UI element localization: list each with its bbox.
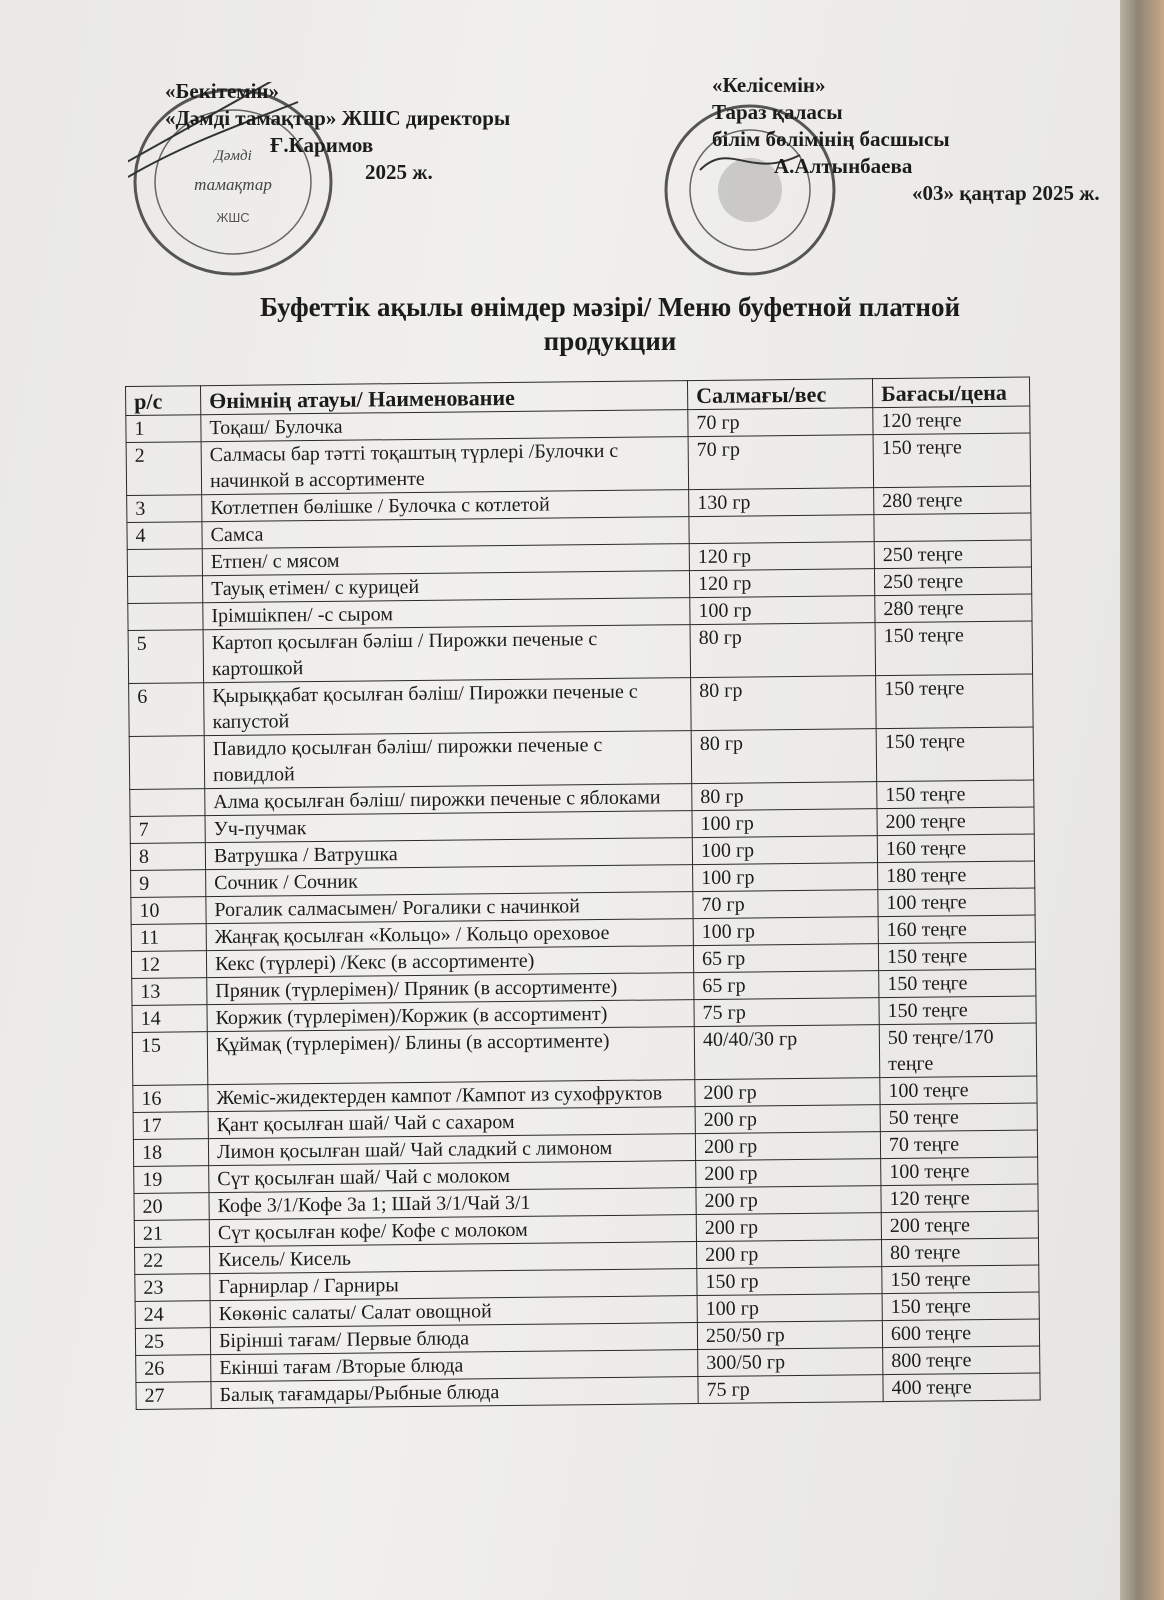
row-number (130, 789, 205, 817)
row-weight: 40/40/30 гр (694, 1025, 880, 1080)
approve-signatory: Ғ.Каримов (270, 133, 374, 157)
row-weight: 130 гр (689, 488, 874, 517)
table-row (128, 621, 1033, 683)
row-name: Құймақ (түрлерімен)/ Блины (в ассортименте) (207, 1027, 695, 1085)
row-number: 21 (134, 1220, 209, 1248)
row-weight: 200 гр (695, 1078, 880, 1107)
row-number: 13 (132, 978, 207, 1006)
row-price: 800 теңге (883, 1346, 1040, 1375)
row-weight: 100 гр (693, 917, 878, 946)
row-price: 150 теңге (873, 433, 1031, 488)
row-price: 120 теңге (873, 406, 1030, 435)
row-price: 150 теңге (882, 1292, 1039, 1321)
agree-city: Тараз қаласы (712, 100, 843, 124)
row-number: 1 (126, 415, 201, 443)
row-weight: 200 гр (696, 1240, 881, 1269)
row-price: 200 теңге (881, 1211, 1038, 1240)
row-price: 100 теңге (881, 1157, 1038, 1186)
row-number: 23 (135, 1274, 210, 1302)
row-weight: 250/50 гр (697, 1321, 882, 1350)
row-number: 19 (134, 1166, 209, 1194)
row-number: 2 (126, 442, 202, 496)
row-price: 120 теңге (881, 1184, 1038, 1213)
row-price: 200 теңге (877, 807, 1034, 836)
row-price: 600 теңге (882, 1319, 1039, 1348)
row-price: 150 теңге (879, 969, 1036, 998)
row-number (127, 576, 202, 604)
row-name: Коржик (түрлерімен)/Коржик (в ассортимент) (207, 1000, 694, 1032)
row-weight: 70 гр (688, 435, 874, 490)
agreement-block (712, 72, 1100, 207)
row-weight: 120 гр (689, 569, 874, 598)
row-name: Балық тағамдары/Рыбные блюда (211, 1377, 698, 1409)
row-name: Алма қосылған бәліш/ пирожки печеные с яблоками (205, 784, 692, 816)
row-number (128, 603, 203, 631)
row-number: 22 (135, 1247, 210, 1275)
row-name: Лимон қосылған шай/ Чай сладкий с лимоном (208, 1134, 695, 1166)
row-name: Тауық етімен/ с курицей (202, 571, 689, 603)
row-number: 25 (135, 1328, 210, 1356)
row-price: 280 теңге (874, 486, 1031, 515)
row-number: 16 (133, 1085, 208, 1113)
row-weight: 200 гр (696, 1186, 881, 1215)
row-price: 280 теңге (875, 594, 1032, 623)
row-weight: 100 гр (697, 1294, 882, 1323)
row-price: 150 теңге (875, 621, 1033, 676)
row-weight: 100 гр (692, 809, 877, 838)
table-row (132, 1023, 1037, 1085)
row-price: 150 теңге (878, 942, 1035, 971)
row-number: 17 (133, 1112, 208, 1140)
row-weight: 300/50 гр (698, 1348, 883, 1377)
row-weight: 65 гр (693, 944, 878, 973)
svg-text:ЖШС: ЖШС (216, 210, 250, 225)
approve-date: 2025 ж. (365, 160, 433, 184)
row-price: 160 теңге (878, 915, 1035, 944)
row-name: Картоп қосылған бәліш / Пирожки печеные с картошкой (203, 625, 691, 683)
row-name: Қант қосылған шай/ Чай с сахаром (208, 1107, 695, 1139)
row-price: 50 теңге (880, 1103, 1037, 1132)
document-title: Буфеттік ақылы өнімдер мәзірі/ Меню буфетной платной продукции (260, 292, 960, 356)
row-price: 160 теңге (877, 834, 1034, 863)
row-name: Қырыққабат қосылған бәліш/ Пирожки печеные с капустой (204, 678, 692, 736)
row-name: Уч-пучмак (205, 811, 692, 843)
row-number: 3 (127, 495, 202, 523)
header-price: Бағасы/цена (872, 377, 1029, 408)
row-number: 8 (130, 843, 205, 871)
table-row (129, 674, 1034, 736)
background-edge (1120, 0, 1164, 1600)
approval-block (165, 78, 510, 186)
row-price: 150 теңге (876, 674, 1034, 729)
row-weight: 200 гр (696, 1213, 881, 1242)
row-name: Пряник (түрлерімен)/ Пряник (в ассортименте) (207, 973, 694, 1005)
row-number (129, 736, 205, 790)
row-name: Кекс (түрлері) /Кекс (в ассортименте) (206, 946, 693, 978)
row-weight: 100 гр (693, 863, 878, 892)
row-name: Рогалик салмасымен/ Рогалики с начинкой (206, 892, 693, 924)
row-number: 24 (135, 1301, 210, 1329)
row-name: Котлетпен бөлішке / Булочка с котлетой (202, 490, 689, 522)
row-name: Көкөніс салаты/ Салат овощной (210, 1296, 697, 1328)
row-name: Сүт қосылған шай/ Чай с молоком (209, 1161, 696, 1193)
agree-signatory: А.Алтынбаева (774, 154, 913, 178)
row-name: Ірімшікпен/ -с сыром (203, 598, 690, 630)
row-number: 15 (132, 1032, 208, 1086)
row-price: 150 теңге (876, 727, 1034, 782)
row-name: Самса (202, 517, 689, 549)
row-weight: 100 гр (692, 836, 877, 865)
row-price: 180 теңге (878, 861, 1035, 890)
row-name: Ватрушка / Ватрушка (205, 838, 692, 870)
row-weight: 70 гр (693, 890, 878, 919)
row-price: 250 теңге (874, 567, 1031, 596)
row-weight: 100 гр (690, 596, 875, 625)
row-name: Кисель/ Кисель (210, 1242, 697, 1274)
row-name: Екінші тағам /Вторые блюда (211, 1350, 698, 1382)
row-price (874, 513, 1031, 542)
row-weight: 70 гр (688, 408, 873, 437)
table-row (129, 727, 1034, 789)
row-price: 250 теңге (874, 540, 1031, 569)
row-weight: 150 гр (697, 1267, 882, 1296)
row-number: 26 (136, 1355, 211, 1383)
row-name: Бірінші тағам/ Первые блюда (210, 1323, 697, 1355)
row-weight: 80 гр (690, 623, 876, 678)
row-price: 150 теңге (877, 780, 1034, 809)
row-name: Кофе 3/1/Кофе 3а 1; Шай 3/1/Чай 3/1 (209, 1188, 696, 1220)
row-number: 12 (131, 951, 206, 979)
row-weight: 75 гр (698, 1375, 883, 1404)
row-number: 6 (129, 683, 205, 737)
row-number: 5 (128, 630, 204, 684)
row-number: 7 (130, 816, 205, 844)
row-number: 27 (136, 1382, 211, 1410)
row-name: Етпен/ с мясом (202, 544, 689, 576)
row-weight: 80 гр (691, 729, 877, 784)
approve-heading: «Бекітемін» (165, 79, 280, 103)
row-price: 400 теңге (883, 1373, 1040, 1402)
row-price: 70 теңге (880, 1130, 1037, 1159)
row-weight: 65 гр (694, 971, 879, 1000)
agree-date: «03» қаңтар 2025 ж. (912, 181, 1100, 205)
row-price: 150 теңге (879, 996, 1036, 1025)
row-weight: 75 гр (694, 998, 879, 1027)
row-name: Павидло қосылған бәліш/ пирожки печеные с повидлой (204, 731, 692, 789)
row-number: 18 (133, 1139, 208, 1167)
row-number: 11 (131, 924, 206, 952)
table-row (126, 433, 1031, 495)
row-weight: 200 гр (696, 1159, 881, 1188)
row-weight (689, 515, 874, 544)
row-weight: 80 гр (692, 782, 877, 811)
row-number: 4 (127, 522, 202, 550)
row-name: Сочник / Сочник (206, 865, 693, 897)
row-number: 20 (134, 1193, 209, 1221)
header-number: р/с (126, 386, 201, 416)
approve-organization: «Дәмді тамақтар» ЖШС директоры (165, 106, 511, 130)
header-weight: Салмағы/вес (687, 379, 872, 410)
menu-table (125, 377, 1041, 1410)
row-price: 80 теңге (881, 1238, 1038, 1267)
svg-text:тамақтар: тамақтар (194, 175, 272, 194)
svg-text:Дәмді: Дәмді (214, 148, 252, 164)
row-name: Гарнирлар / Гарниры (210, 1269, 697, 1301)
row-name: Тоқаш/ Булочка (201, 410, 688, 442)
agree-heading: «Келісемін» (712, 73, 826, 97)
row-weight: 200 гр (695, 1105, 880, 1134)
row-price: 100 теңге (878, 888, 1035, 917)
row-price: 50 теңге/170 теңге (879, 1023, 1037, 1078)
row-name: Жеміс-жидектерден кампот /Кампот из сухофруктов (208, 1080, 695, 1112)
agree-position: білім бөлімінің басшысы (712, 127, 950, 151)
row-price: 150 теңге (882, 1265, 1039, 1294)
row-weight: 80 гр (691, 676, 877, 731)
row-number (127, 549, 202, 577)
row-name: Сүт қосылған кофе/ Кофе с молоком (209, 1215, 696, 1247)
row-name: Жаңғақ қосылған «Кольцо» / Кольцо ореховое (206, 919, 693, 951)
row-number: 10 (131, 897, 206, 925)
row-number: 9 (131, 870, 206, 898)
header-name: Өнімнің атауы/ Наименование (201, 381, 688, 415)
row-name: Салмасы бар тәтті тоқаштың түрлері /Булочки с начинкой в ассортименте (201, 437, 689, 495)
row-weight: 200 гр (695, 1132, 880, 1161)
row-number: 14 (132, 1005, 207, 1033)
row-weight: 120 гр (689, 542, 874, 571)
row-price: 100 теңге (880, 1076, 1037, 1105)
